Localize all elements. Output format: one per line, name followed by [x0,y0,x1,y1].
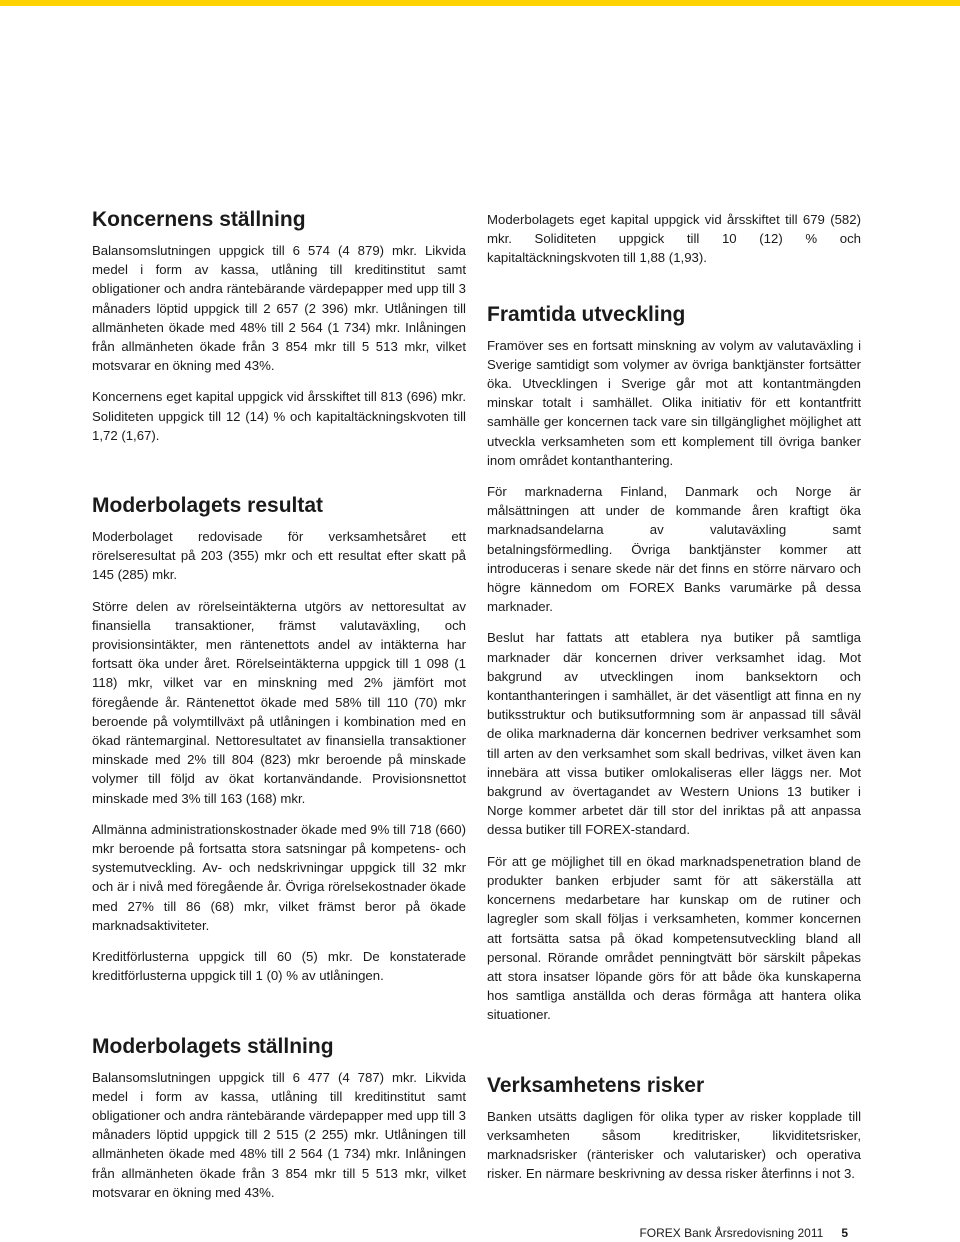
paragraph: För marknaderna Finland, Danmark och Norge är målsättningen att under de kommande åren kraftigt öka marknadsandelarna av valutaväxling samt betalningsförmedling. Övriga banktjänster kommer att introduceras i senare skede när det finns en större närvaro och högre kännedom om FOREX Banks varumärke på dessa marknader. [487,484,861,615]
heading-framtida-utveckling: Framtida utveckling [487,302,686,326]
paragraph: Balansomslutningen uppgick till 6 477 (4 787) mkr. Likvida medel i form av kassa, utlåning till kreditinstitut samt obligationer och andra räntebärande värdepapper med upp till 3 månaders löptid uppgick till 2 515 (2 255) mkr. Utlåningen till allmänheten ökade med 48% till 2 564 (1 734) mkr. Inlåningen från allmänheten ökade från 3 854 mkr till 5 513 mkr, vilket motsvarar en ökning med 43%. [92,1069,466,1200]
heading-moderbolagets-resultat: Moderbolagets resultat [92,494,324,518]
paragraph: För att ge möjlighet till en ökad marknadspenetration bland de produkter banken erbjuder samt för att säkerställa att koncernens medarbetare har kunskap om de rutiner och lagregler som skall följas i verksamheten, kommer koncernen att fortsätta satsa på ökad kompetensutveckling bland all personal. Rörande området penningtvätt bör särskilt påpekas att stora insatser löpande görs för att både öka kunskaperna hos samtliga anställda och deras förmåga att hantera olika situationer. [487,853,861,1023]
paragraph: Större delen av rörelseintäkterna utgörs av nettoresultat av finansiella transaktioner, främst valutaväxling, och provisionsintäkter, men räntenettots andel av intäkterna har fortsatt öka under året. Rörelseintäkterna uppgick till 1 098 (1 118) mkr, vilket var en minskning med 2% jämfört mot föregående år. Räntenettot ökade med 58% till 110 (70) mkr beroende på volymtillväxt på utlåningen i kombination med en ökad räntemarginal. Nettoresultatet av finansiella transaktioner minskade med 2% till 804 (823) mkr beroende på minskade volymer till följd av ökat kortanvändande. Provisionsnettot minskade med 3% till 163 (168) mkr. [92,598,466,806]
right-column [487,210,861,1195]
left-column [92,207,466,1214]
paragraph: Moderbolagets eget kapital uppgick vid årsskiftet till 679 (582) mkr. Soliditeten uppgick till 10 (12) % och kapitaltäckningskvoten till 1,88 (1,93). [487,212,861,266]
paragraph: Allmänna administrationskostnader ökade med 9% till 718 (660) mkr beroende på fortsatta stora satsningar på kompetens- och systemutveckling. Av- och nedskrivningar uppgick till 32 mkr och är i nivå med föregående år. Övriga rörelsekostnader ökade med 27% till 86 (68) mkr, vilket främst beror på ökade marknadsaktiviteter. [92,821,466,933]
paragraph: Banken utsätts dagligen för olika typer av risker kopplade till verksamheten såsom kreditrisker, likviditetsrisker, marknadsrisker (ränterisker och valutarisker) och operativa risker. En närmare beskrivning av dessa risker återfinns i not 3. [487,1108,861,1182]
page-number: 5 [841,1226,848,1240]
footer-publication-title: FOREX Bank Årsredovisning 2011 [639,1226,824,1240]
heading-verksamhetens-risker: Verksamhetens risker [487,1073,705,1097]
paragraph: Koncernens eget kapital uppgick vid årsskiftet till 813 (696) mkr. Soliditeten uppgick till 12 (14) % och kapitaltäckningskvoten till 1,72 (1,67). [92,389,466,443]
paragraph: Framöver ses en fortsatt minskning av volym av valutaväxling i Sverige samtidigt som volymer av övriga banktjänster fortsätter öka. Utvecklingen i Sverige går mot att kontantmängden minskar totalt i samhället. Olika initiativ för ett kontantfritt samhälle ger koncernen tack vare sin tillgänglighet möjlighet att utveckla verksamheten som ett komplement till övriga banker inom området kontanthantering. [487,337,861,468]
heading-koncernens-stallning: Koncernens ställning [92,208,306,231]
paragraph: Beslut har fattats att etablera nya butiker på samtliga marknader där koncernen driver verksamhet idag. Mot bakgrund av utvecklingen inom banksektorn och kontanthanteringen i samhället, är det väsentligt att finna en ny butiksstruktur och butiksutformning som är anpassad till såväl de olika marknaderna där koncernen bedriver verksamhet som till arten av den verksamhet som skall bedrivas, vilket även kan innebära att vissa butiker omlokaliseras eller läggs ner. Mot bakgrund av övertagandet av Western Unions 13 butiker i Norge kommer arbetet där till stor del inriktas på att anpassa dessa butiker till FOREX-standard. [487,630,861,838]
top-accent-bar [0,0,960,6]
heading-moderbolagets-stallning: Moderbolagets ställning [92,1034,334,1058]
page-footer [639,1226,848,1240]
paragraph: Kreditförlusterna uppgick till 60 (5) mkr. De konstaterade kreditförlusterna uppgick till 1 (0) % av utlåningen. [92,949,466,984]
paragraph: Moderbolaget redovisade för verksamhetsåret ett rörelseresultat på 203 (355) mkr och ett resultat efter skatt på 145 (285) mkr. [92,529,466,583]
paragraph: Balansomslutningen uppgick till 6 574 (4 879) mkr. Likvida medel i form av kassa, utlåning till kreditinstitut samt obligationer och andra räntebärande värdepapper med upp till 3 månaders löptid uppgick till 2 657 (2 396) mkr. Utlåningen till allmänheten ökade med 48% till 2 564 (1 734) mkr. Inlåningen från allmänheten ökade från 3 854 mkr till 5 513 mkr, vilket motsvarar en ökning med 43%. [92,243,466,374]
